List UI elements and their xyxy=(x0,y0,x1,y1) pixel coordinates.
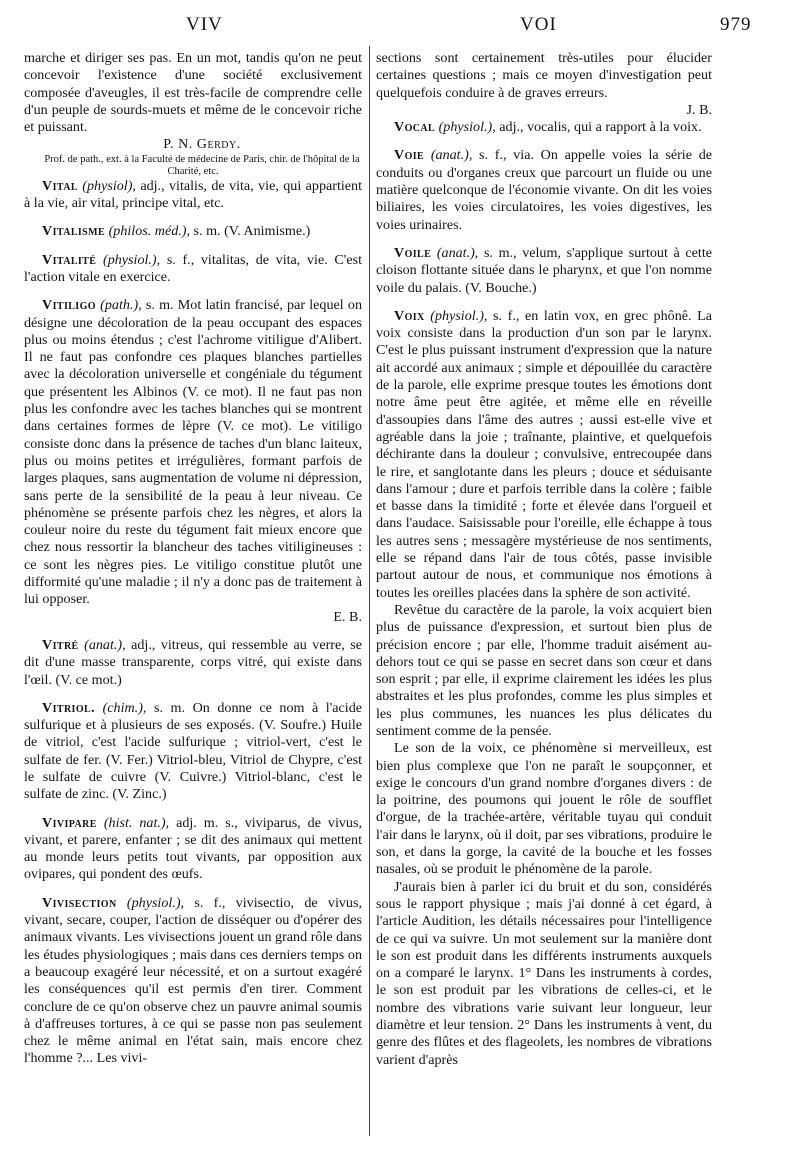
entry-text: , adj., vitalis, de vita, vie, qui appartient à la vie, air vital, principe vital, etc. xyxy=(24,177,363,212)
domain-label: (physiol) xyxy=(82,177,133,194)
running-head-center: VOI xyxy=(520,14,557,35)
entry-text: , s. m. On donne ce nom à l'acide sulfurique et à plusieurs de ses exposés. (V. Soufre.) Huile de vitriol, c'est l'acide sulfurique ; vitriol-vert, c'est le sulfate de fer. (V. Fer.) Vitriol-bleu, Vitriol de Chypre, c'est le sulfate de cuivre (V. Cuivre.) Vitriol-blanc, c'est le sulfate de zinc. (V. Zinc.) xyxy=(24,699,362,803)
domain-label: (anat.) xyxy=(430,147,469,164)
running-head xyxy=(0,14,800,44)
entry-text: , s. m. Mot latin francisé, par lequel on désigne une décoloration de la peau occupant des espaces plus ou moins étendus ; c'est l'achrome vitiligue d'Alibert. Il ne faut pas confondre ces plaques blanches partielles avec la décoloration universelle et congéniale du tégument que présentent les Albinos (V. ce mot). Il ne faut pas non plus les confondre avec les taches blanches qui se montrent dans certaines formes de lèpre (V. ce mot). Le vitiligo consiste donc dans la présence de taches d'un blanc laiteux, plus ou moins petites et irrégulières, formant parfois de larges plaques, sans augmentation de volume ni dépression, sans perte de la sensibilité de la peau à leur niveau. Ce phénomène se présente parfois chez les nègres, et alors la couleur noire du reste du tégument fait mieux encore que chez nous ressortir la blancheur des taches vitiligineuses : ce sont les nègres pies. Le vitiligo constitue plutôt une difformité qu'une maladie ; il n'y a donc pas de traitement à lui opposer. xyxy=(24,297,362,608)
entry-text: , s. f., en latin vox, en grec phônê. La voix consiste dans la production d'un son par le larynx. C'est le plus puissant instrument d'expression que la nature ait accordé aux animaux ; simple et dépouillée du caractère de la parole, elle exprime presque toutes les émotions dont notre âme peut être agitée, et même elle en réveille d'assoupies dans l'âme des autres ; aussi est-elle vive et agréable dans la joie ; traînante, plaintive, et quelquefois déchirante dans la douleur ; convulsive, entrecoupée dans le rire, et sanglotante dans les pleurs ; douce et séduisante dans l'amour ; dure et parfois terrible dans la colère ; faible et basse dans la timidité ; forte et élevée dans l'orgueil et dans l'audace. Saisissable pour l'oreille, elle échappe à tous les autres sens ; messagère mystérieuse de nos sentiments, elle se répand dans l'air de tous côtés, passe invisible partout autour de nous, et communique nos émotions à toutes les oreilles placées dans la sphère de son activité. xyxy=(376,307,712,601)
voix-paragraph-4: J'aurais bien à parler ici du bruit et du son, considérés sous le rapport physique ; mais j'ai donné à cet égard, à l'article Audition, les détails nécessaires pour l'intelligence de ce qui va suivre. Un mot seulement sur la manière dont le son est produit dans les différents instruments auxquels on a comparé le larynx. 1° Dans les instruments à cordes, le son est produit par les vibrations de celles-ci, et le nombre des vibrations varie suivant leur longueur, leur diamètre et leur tension. 2° Dans les instruments à vent, du genre des flûtes et des flageolets, les nombres de vibrations varient d'après xyxy=(376,878,712,1068)
entry-vocal xyxy=(376,119,712,136)
right-column xyxy=(376,50,712,1080)
voix-paragraph-2: Revêtue du caractère de la parole, la voix acquiert bien plus de puissance d'expression, et surtout bien plus de précision encore ; par elle, l'homme traduit aisément au-dehors tout ce qui se passe en secret dans son cœur et dans son esprit ; par elle, il exprime clairement les idées les plus abstraites et les plus profondes, comme les plus simples et les plus communes, les nuances les plus délicates du sentiment comme de la pensée. xyxy=(376,601,712,739)
entry-vitiligo xyxy=(24,297,362,626)
headword: Vivipare xyxy=(42,814,97,831)
voix-paragraph-3: Le son de la voix, ce phénomène si merveilleux, est bien plus complexe que l'on ne paraît le soupçonner, et exige le concours d'un grand nombre d'organes divers : de la poitrine, des poumons qui jouent le rôle de soufflet d'orgue, de la trachée-artère, véritable tuyau qui conduit l'air dans le larynx, où il doit, par ses vibrations, produire le son, et dans la gorge, la cavité de la bouche et les fosses nasales, où se produit le phénomène de la parole. xyxy=(376,740,713,878)
headword: Vitalité xyxy=(42,251,97,268)
page-number: 979 xyxy=(720,14,752,35)
entry-vitalisme xyxy=(24,223,362,240)
entry-vivisection xyxy=(24,895,362,1068)
headword: Vocal xyxy=(394,119,436,136)
entry-vital xyxy=(24,178,362,213)
headword: Voix xyxy=(394,307,425,324)
headword: Vitré xyxy=(42,636,79,653)
entry-text: , s. m., velum, s'applique surtout à cette cloison flottante située dans le pharynx, et que l'on nomme voile du palais. (V. Bouche.) xyxy=(376,244,712,296)
entry-text: , adj., vitreus, qui ressemble au verre, se dit d'une masse transparente, corps vitré, qui existe dans l'œil. (V. ce mot.) xyxy=(24,636,362,688)
headword: Vitriol. xyxy=(42,699,96,716)
intro-signature: P. N. Gerdy. xyxy=(163,136,241,153)
headword: Voie xyxy=(394,147,425,164)
headword: Vital xyxy=(42,177,78,194)
headword: Vitalisme xyxy=(42,223,106,240)
entry-vitriol xyxy=(24,700,362,804)
entry-voile xyxy=(376,245,712,297)
domain-label: (physiol.) xyxy=(438,119,493,136)
domain-label: (path.) xyxy=(100,297,139,314)
entry-voie xyxy=(376,147,712,233)
domain-label: (anat.) xyxy=(436,244,475,261)
entry-vitre xyxy=(24,637,362,689)
domain-label: (chim.) xyxy=(102,699,143,716)
entry-text: , s. f., vitalitas, de vita, vie. C'est l'action vitale en exercice. xyxy=(24,251,362,285)
domain-label: (philos. méd.) xyxy=(108,223,187,240)
domain-label: (physiol.) xyxy=(103,251,157,268)
headword: Voile xyxy=(394,244,432,261)
entry-text: , adj., vocalis, qui a rapport à la voix. xyxy=(492,119,702,136)
column-divider xyxy=(369,46,370,1136)
continuation-signature: J. B. xyxy=(686,101,712,118)
headword: Vitiligo xyxy=(42,297,96,314)
entry-text: , s. f., vivisectio, de vivus, vivant, secare, couper, l'action de disséquer ou d'opérer des animaux vivants. Les vivisections jouent un grand rôle dans les études physiologiques ; mais dans ces derniers temps on a beaucoup exagéré leur nécessité, et on a surtout exagéré les conséquences qu'il est permis d'en tirer. Comment conclure de ce qu'on observe chez un pauvre animal soumis à d'affreuses tortures, à ce qui se passe non pas seulement chez le même animal en l'état sain, mais encore chez l'homme ?... Les vivi- xyxy=(24,894,362,1067)
entry-vivipare xyxy=(24,815,362,884)
headword: Vivisection xyxy=(42,894,117,911)
intro-continuation: marche et diriger ses pas. En un mot, tandis qu'on ne peut concevoir l'existence d'une société exclusivement composée d'aveugles, il est très-facile de comprendre celle d'un peuple de sourds-muets et même de le concevoir riche et puissant. xyxy=(24,50,362,136)
entry-signature: E. B. xyxy=(333,608,362,625)
domain-label: (anat.) xyxy=(84,636,123,653)
domain-label: (physiol.) xyxy=(126,894,181,911)
domain-label: (hist. nat.) xyxy=(103,814,166,831)
domain-label: (physiol.) xyxy=(430,307,484,324)
entry-voix xyxy=(376,308,712,1069)
entry-text: , s. f., via. On appelle voies la série de conduits ou d'organes creux que parcourt un fluide ou une matière quelconque de l'économie vivante. On dit les voies biliaires, les voies circulatoires, les voies digestives, les voies urinaires. xyxy=(376,147,712,233)
running-head-left: VIV xyxy=(186,14,223,35)
left-column xyxy=(24,50,362,1079)
continuation-text: sections sont certainement très-utiles pour élucider certaines questions ; mais ce moyen d'investigation peut quelquefois conduire à de graves erreurs. xyxy=(376,50,712,101)
intro-affiliation: Prof. de path., ext. à la Faculté de médecine de Paris, chir. de l'hôpital de la Charité, etc. xyxy=(44,153,360,177)
entry-text: , s. m. (V. Animisme.) xyxy=(186,223,311,240)
entry-vitalite xyxy=(24,252,362,287)
entry-text: , adj. m. s., viviparus, de vivus, vivant, et parere, enfanter ; se dit des animaux qui mettent au monde leurs petits tout vivants, par opposition aux ovipares, qui pondent des œufs. xyxy=(24,814,362,883)
